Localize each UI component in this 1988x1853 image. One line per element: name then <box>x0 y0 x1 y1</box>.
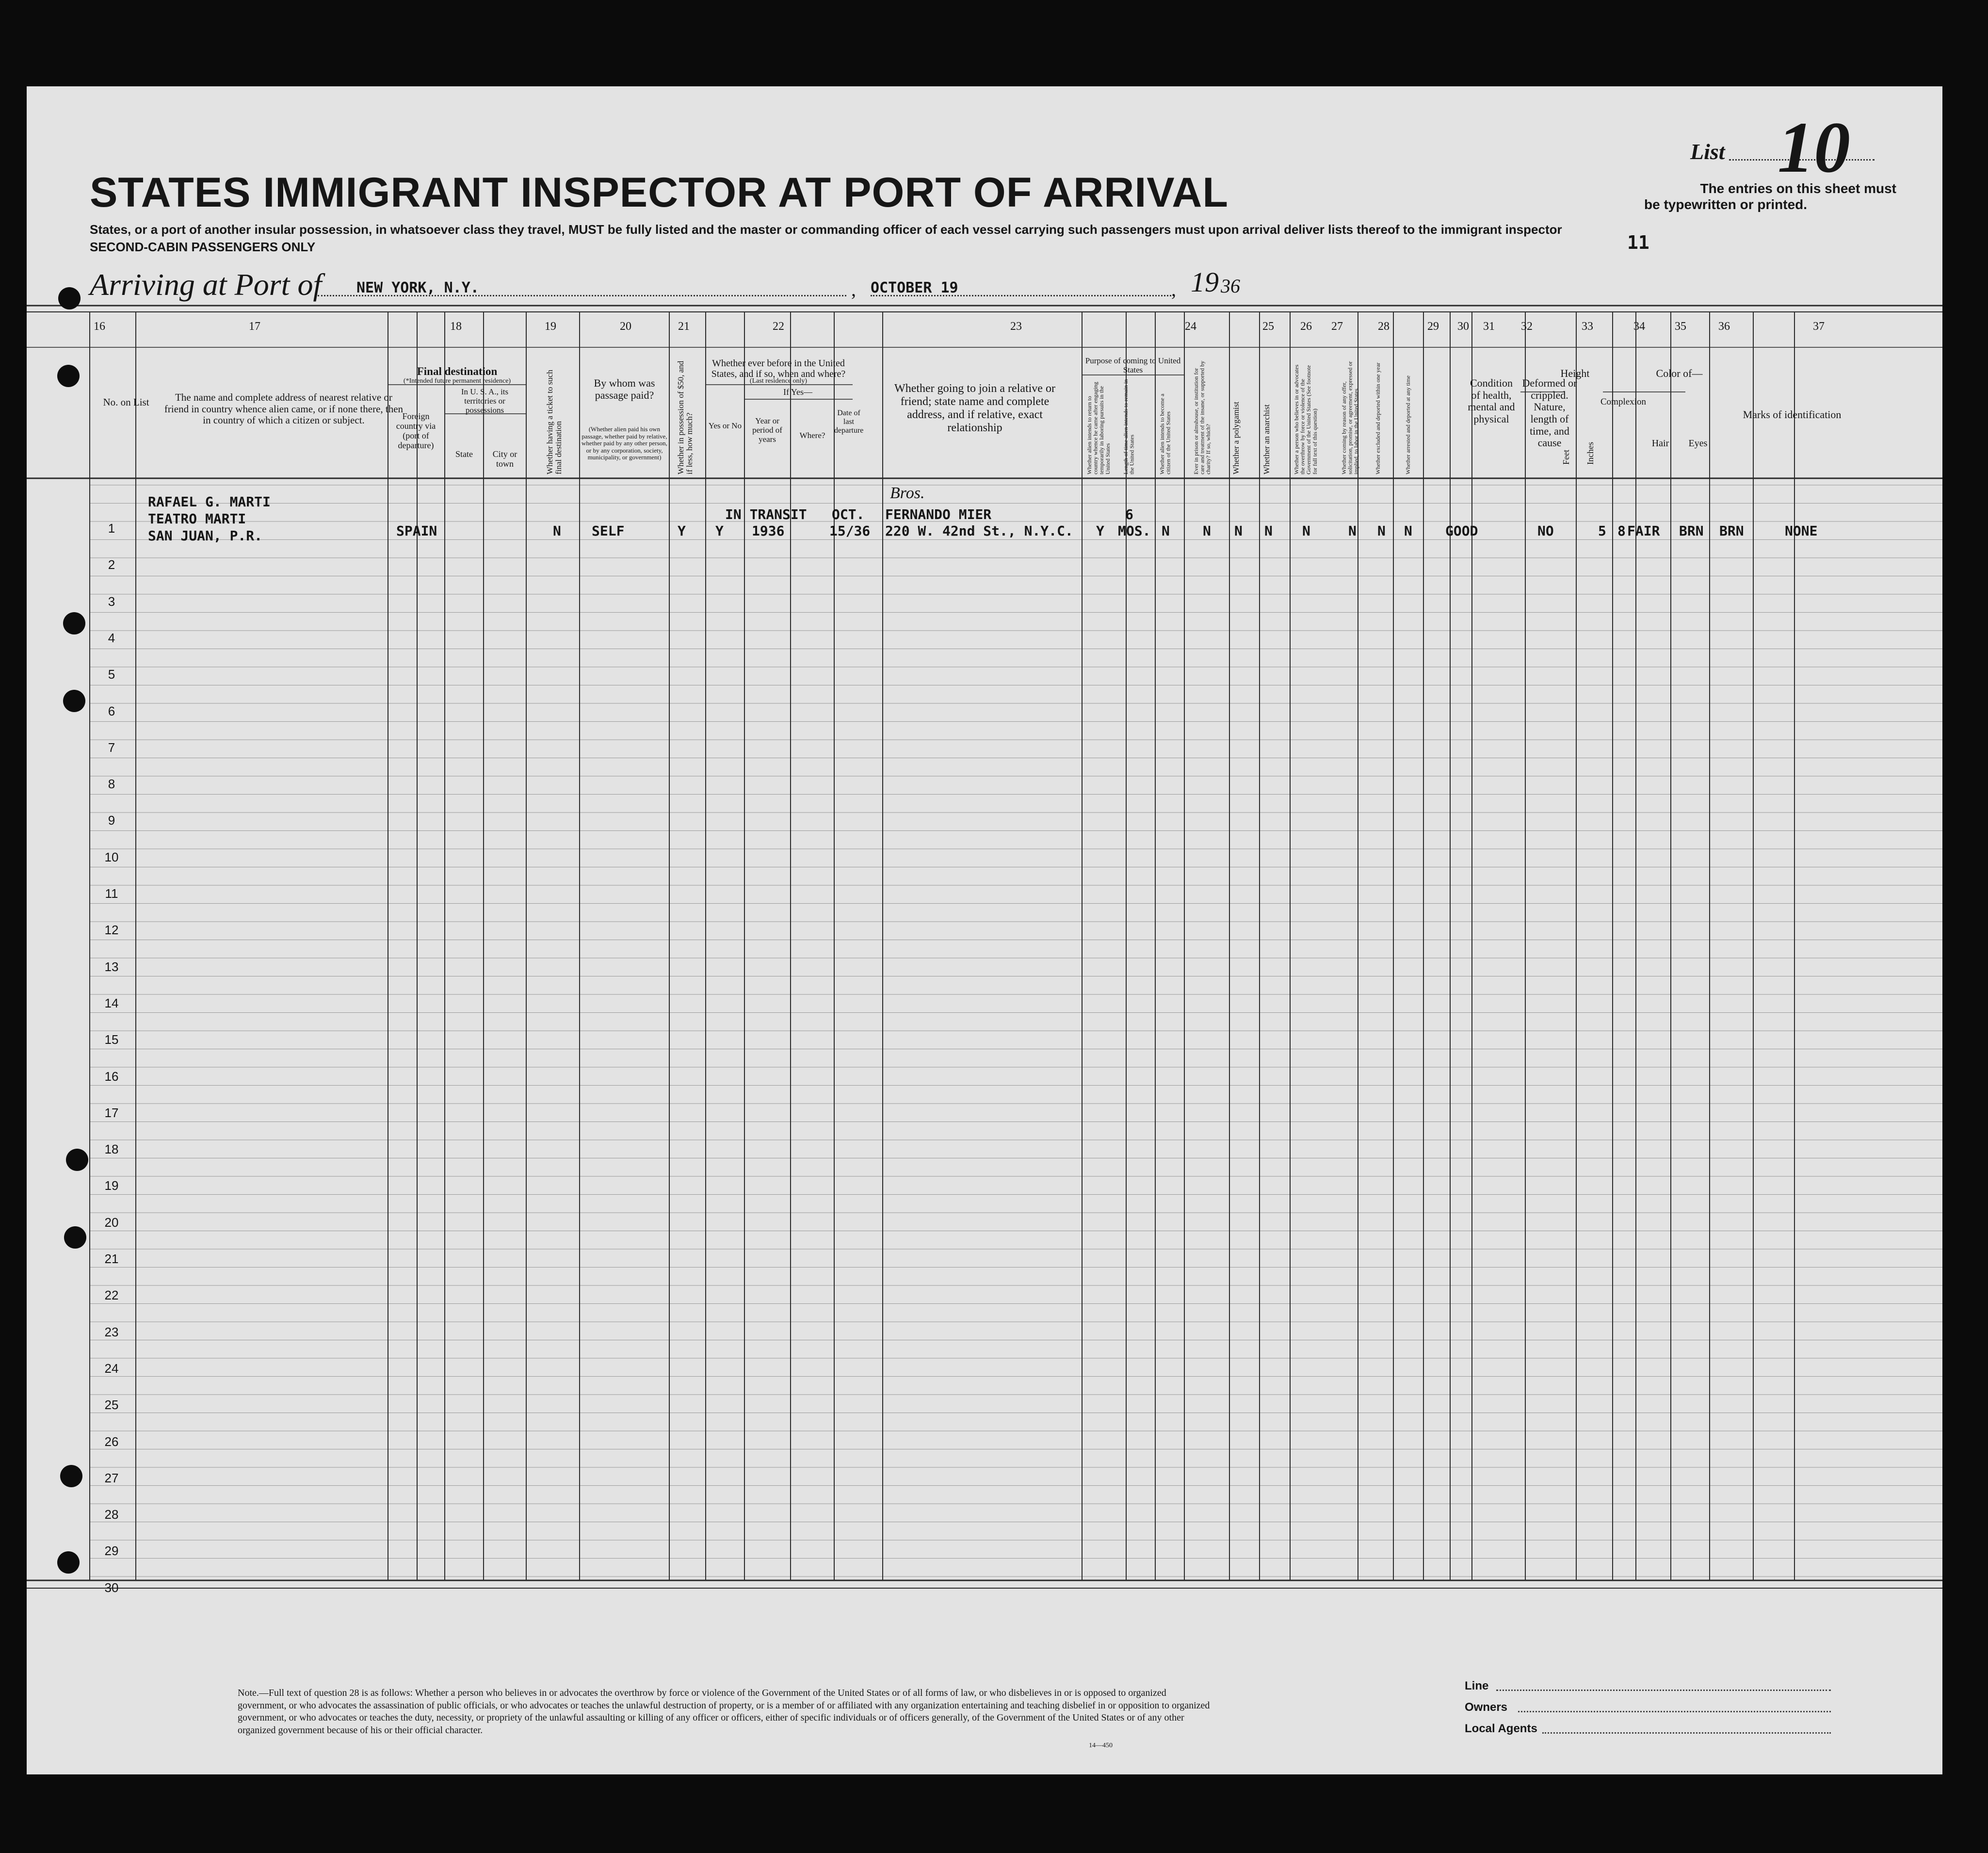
entry-hair: BRN <box>1679 523 1704 539</box>
hdr-passage-paid: By whom was passage paid? <box>594 377 655 401</box>
entry-ticket: N <box>553 523 561 539</box>
hdr-inches: Inches <box>1585 442 1595 465</box>
hdr-height: Height <box>1560 367 1590 379</box>
date-value: OCTOBER 19 <box>871 279 958 296</box>
entry-departure-month: OCT. <box>832 506 865 522</box>
hdr-yes-no: Yes or No <box>708 421 742 430</box>
row-number: 1 <box>108 521 115 536</box>
row-number: 24 <box>104 1361 119 1376</box>
hdr-city: City or town <box>492 449 517 469</box>
entry-relative-line1: RAFAEL G. MARTI <box>148 494 271 510</box>
hdr-excluded: Whether excluded and deported within one year <box>1374 362 1381 474</box>
row-number: 9 <box>108 813 115 828</box>
row-number: 3 <box>108 594 115 609</box>
hdr-hair: Hair <box>1651 438 1669 449</box>
manifest-sheet <box>27 86 1942 1774</box>
row-number: 30 <box>104 1580 119 1595</box>
row-number: 7 <box>108 740 115 755</box>
colnum-26: 26 <box>1300 320 1312 333</box>
row-number: 12 <box>104 923 119 938</box>
footer-line-label: Line <box>1465 1679 1489 1692</box>
comma-sep: , <box>851 278 856 300</box>
hdr-labor-offer: Whether coming by reason of any offer, solicitation, promise, or agreement, expressed or implied, to labor in the United States <box>1341 361 1360 474</box>
hdr-complexion: Complexion <box>1600 397 1646 407</box>
entry-foreign-country: SPAIN <box>396 523 437 539</box>
colnum-36: 36 <box>1718 320 1730 333</box>
entries-note-2: be typewritten or printed. <box>1644 197 1808 212</box>
hdr-polygamist: Whether a polygamist <box>1231 401 1241 474</box>
hdr-purpose: Purpose of coming to United States <box>1085 356 1181 375</box>
colnum-34: 34 <box>1633 320 1645 333</box>
row-number: 16 <box>104 1069 119 1084</box>
row-number: 22 <box>104 1288 119 1303</box>
row-number: 25 <box>104 1398 119 1413</box>
colnum-31: 31 <box>1483 320 1495 333</box>
colnum-33: 33 <box>1582 320 1593 333</box>
entry-deported: N <box>1404 523 1412 539</box>
hdr-purpose-return: Whether alien intends to return to country whence he came after engaging temporarily in laboring pursuits in the United States <box>1086 382 1111 474</box>
hdr-color: Color of— <box>1656 367 1703 379</box>
entry-join-line1: FERNANDO MIER <box>885 506 992 522</box>
hdr-final-destination: Final destination <box>417 365 498 377</box>
row-number: 18 <box>104 1142 119 1157</box>
entry-paid-by: SELF <box>592 523 625 539</box>
row-number: 11 <box>105 886 118 901</box>
hdr-where: Where? <box>799 431 825 440</box>
footer-owners-underline <box>1518 1711 1831 1712</box>
entry-complexion: FAIR <box>1627 523 1660 539</box>
entry-join-annotation: Bros. <box>890 484 925 502</box>
hdr-anarchist: Whether an anarchist <box>1262 404 1271 474</box>
row-number: 2 <box>108 557 115 572</box>
row-number: 5 <box>108 667 115 682</box>
hdr-if-yes: If Yes— <box>783 387 812 397</box>
entry-join-line2: 220 W. 42nd St., N.Y.C. <box>885 523 1073 539</box>
year-prefix: 19 <box>1191 266 1219 298</box>
colnum-37: 37 <box>1813 320 1825 333</box>
hdr-last-departure: Date of last departure <box>834 409 864 435</box>
colnum-32: 32 <box>1521 320 1533 333</box>
entry-eyes: BRN <box>1719 523 1744 539</box>
entry-labor-offer: N <box>1348 523 1357 539</box>
entry-polygamist: N <box>1234 523 1243 539</box>
row-number: 20 <box>104 1215 119 1230</box>
form-number: 14—450 <box>1089 1742 1113 1749</box>
comma-sep-2: , <box>1171 278 1176 300</box>
colnum-24: 24 <box>1185 320 1196 333</box>
footer-owners-label: Owners <box>1465 1701 1508 1714</box>
colnum-27: 27 <box>1331 320 1343 333</box>
entry-relative-line3: SAN JUAN, P.R. <box>148 528 263 544</box>
row-number: 27 <box>104 1470 119 1485</box>
row-number: 6 <box>108 703 115 718</box>
footnote: Note.—Full text of question 28 is as follows: Whether a person who believes in or advocates the overthrow by force or violence of the Government of the United States or of all forms of law, or who disbelieves in or is opposed to organized government, or who advocates the assassination of public officials, or who advocates or teaches the unlawful destruction of property, or is a member of or affiliated with any organization entertaining and teaching disbelief in or opposition to organized government, or who advocates or teaches the duty, necessity, or propriety of the unlawful assaulting or killing of any officer or officers, either of specific individuals or of officers generally, of the Government of the United States or of any other organized government because of his or their official character. <box>238 1688 1210 1736</box>
colnum-23: 23 <box>1010 320 1022 333</box>
entry-stay-unit: MOS. <box>1118 523 1151 539</box>
colnum-30: 30 <box>1457 320 1469 333</box>
hdr-health: Condition of health, mental and physical <box>1468 377 1515 425</box>
hdr-join-relative: Whether going to join a relative or friend; state name and complete address, and if relative, exact relationship <box>894 382 1055 434</box>
hdr-marks: Marks of identification <box>1743 408 1842 421</box>
hdr-overthrow: Whether a person who believes in or advocates the overthrow by force or violence of the Government of the United States (See footnote for full text of this question) <box>1293 364 1318 474</box>
page-title: STATES IMMIGRANT INSPECTOR AT PORT OF ARRIVAL <box>90 169 1228 216</box>
entry-health: GOOD <box>1445 523 1478 539</box>
hdr-year-period: Year or period of years <box>752 416 782 444</box>
hdr-passage-note: (Whether alien paid his own passage, whether paid by relative, whether paid by any other person, or by any corporation, society, municipality, or government) <box>582 425 667 461</box>
row-number: 4 <box>108 630 115 645</box>
hdr-ticket: Whether having a ticket to such final destination <box>545 370 563 474</box>
hdr-ever-before: Whether ever before in the United States, and if so, when and where? <box>711 358 846 380</box>
footer-agents-label: Local Agents <box>1465 1722 1537 1735</box>
hdr-relative: The name and complete address of nearest relative or friend in country whence alien came, or if none there, then in country of which a citizen or subject. <box>164 391 404 426</box>
colnum-20: 20 <box>620 320 631 333</box>
sheet-number: 11 <box>1627 232 1649 253</box>
colnum-19: 19 <box>545 320 556 333</box>
entry-purpose-return: Y <box>1096 523 1104 539</box>
entry-deformed: NO <box>1537 523 1554 539</box>
punch-hole <box>64 1226 86 1249</box>
hdr-fifty-dollars: Whether in possession of $50, and if less, how much? <box>676 360 694 474</box>
subtitle-line-1: States, or a port of another insular possession, in whatsoever class they travel, MUST be fully listed and the master or commanding officer of each vessel carrying such passengers must upon arrival deliver lists thereof to the immigrant inspector <box>90 222 1562 237</box>
hdr-no-on-list: No. on List <box>103 396 149 408</box>
subtitle-line-2: SECOND-CABIN PASSENGERS ONLY <box>90 240 316 254</box>
punch-hole <box>66 1149 88 1171</box>
entry-prison: N <box>1203 523 1211 539</box>
row-number: 19 <box>104 1178 119 1193</box>
row-number: 17 <box>104 1105 119 1120</box>
entry-citizen: N <box>1162 523 1170 539</box>
colnum-16: 16 <box>94 320 105 333</box>
colnum-21: 21 <box>678 320 690 333</box>
row-number: 26 <box>104 1434 119 1449</box>
list-label: List <box>1690 139 1725 164</box>
hdr-ever-before-note: (Last residence only) <box>749 377 808 385</box>
entry-stay-number: 6 <box>1125 506 1133 522</box>
hdr-in-usa: In U. S. A., its territories or possessions <box>461 387 509 415</box>
entry-relative-line2: TEATRO MARTI <box>148 511 246 527</box>
hdr-prison: Ever in prison or almshouse, or institution for care and treatment of the insane, or supported by charity? If so, which? <box>1193 360 1212 474</box>
hdr-length-of-stay: Length of time alien intends to remain in the United States <box>1122 379 1135 474</box>
colnum-17: 17 <box>249 320 260 333</box>
form-grid <box>27 86 1942 1774</box>
punch-hole <box>63 690 85 712</box>
year-suffix: 36 <box>1221 275 1240 297</box>
punch-hole <box>60 1465 82 1487</box>
row-number: 14 <box>104 995 119 1010</box>
row-number: 10 <box>104 849 119 864</box>
colnum-18: 18 <box>450 320 462 333</box>
entries-note-1: The entries on this sheet must <box>1700 181 1896 196</box>
entry-marks: NONE <box>1785 523 1818 539</box>
entry-departure-date: 15/36 <box>829 523 871 539</box>
entry-in-transit: IN TRANSIT <box>725 506 807 522</box>
list-number: 10 <box>1778 107 1850 188</box>
colnum-28: 28 <box>1378 320 1390 333</box>
entry-ever-before: Y <box>715 523 724 539</box>
hdr-citizen: Whether alien intends to become a citizen of the United States <box>1159 393 1172 474</box>
hdr-arrested: Whether arrested and deported at any time <box>1405 375 1411 474</box>
entry-inches: 8 <box>1617 523 1626 539</box>
row-number: 28 <box>104 1507 119 1522</box>
row-number: 8 <box>108 777 115 792</box>
port-value: NEW YORK, N.Y. <box>356 279 479 296</box>
hdr-foreign-country: Foreign country via (port of departure) <box>396 411 436 451</box>
colnum-22: 22 <box>773 320 784 333</box>
colnum-35: 35 <box>1675 320 1686 333</box>
row-number: 21 <box>104 1252 119 1266</box>
punch-hole <box>57 1551 80 1574</box>
arriving-label: Arriving at Port of <box>90 267 322 302</box>
footer-line-underline <box>1496 1690 1831 1691</box>
colnum-25: 25 <box>1262 320 1274 333</box>
entry-feet: 5 <box>1598 523 1606 539</box>
row-number: 29 <box>104 1544 119 1559</box>
row-number: 23 <box>104 1324 119 1339</box>
punch-hole <box>57 365 80 387</box>
entry-fifty-dollars: Y <box>678 523 686 539</box>
colnum-29: 29 <box>1427 320 1439 333</box>
footer-agents-underline <box>1542 1732 1831 1734</box>
hdr-state: State <box>455 449 473 459</box>
hdr-eyes: Eyes <box>1688 438 1708 449</box>
row-number: 15 <box>104 1032 119 1047</box>
entry-year: 1936 <box>752 523 785 539</box>
hdr-deformed: Deformed or crippled. Nature, length of time, and cause <box>1522 377 1577 449</box>
hdr-final-destination-note: (*Intended future permanent residence) <box>403 377 511 385</box>
entry-anarchist: N <box>1264 523 1273 539</box>
punch-hole <box>58 287 81 309</box>
punch-hole <box>63 612 85 634</box>
row-number: 13 <box>104 959 119 974</box>
hdr-feet: Feet <box>1561 450 1571 465</box>
entry-excluded: N <box>1377 523 1386 539</box>
entry-overthrow: N <box>1302 523 1310 539</box>
